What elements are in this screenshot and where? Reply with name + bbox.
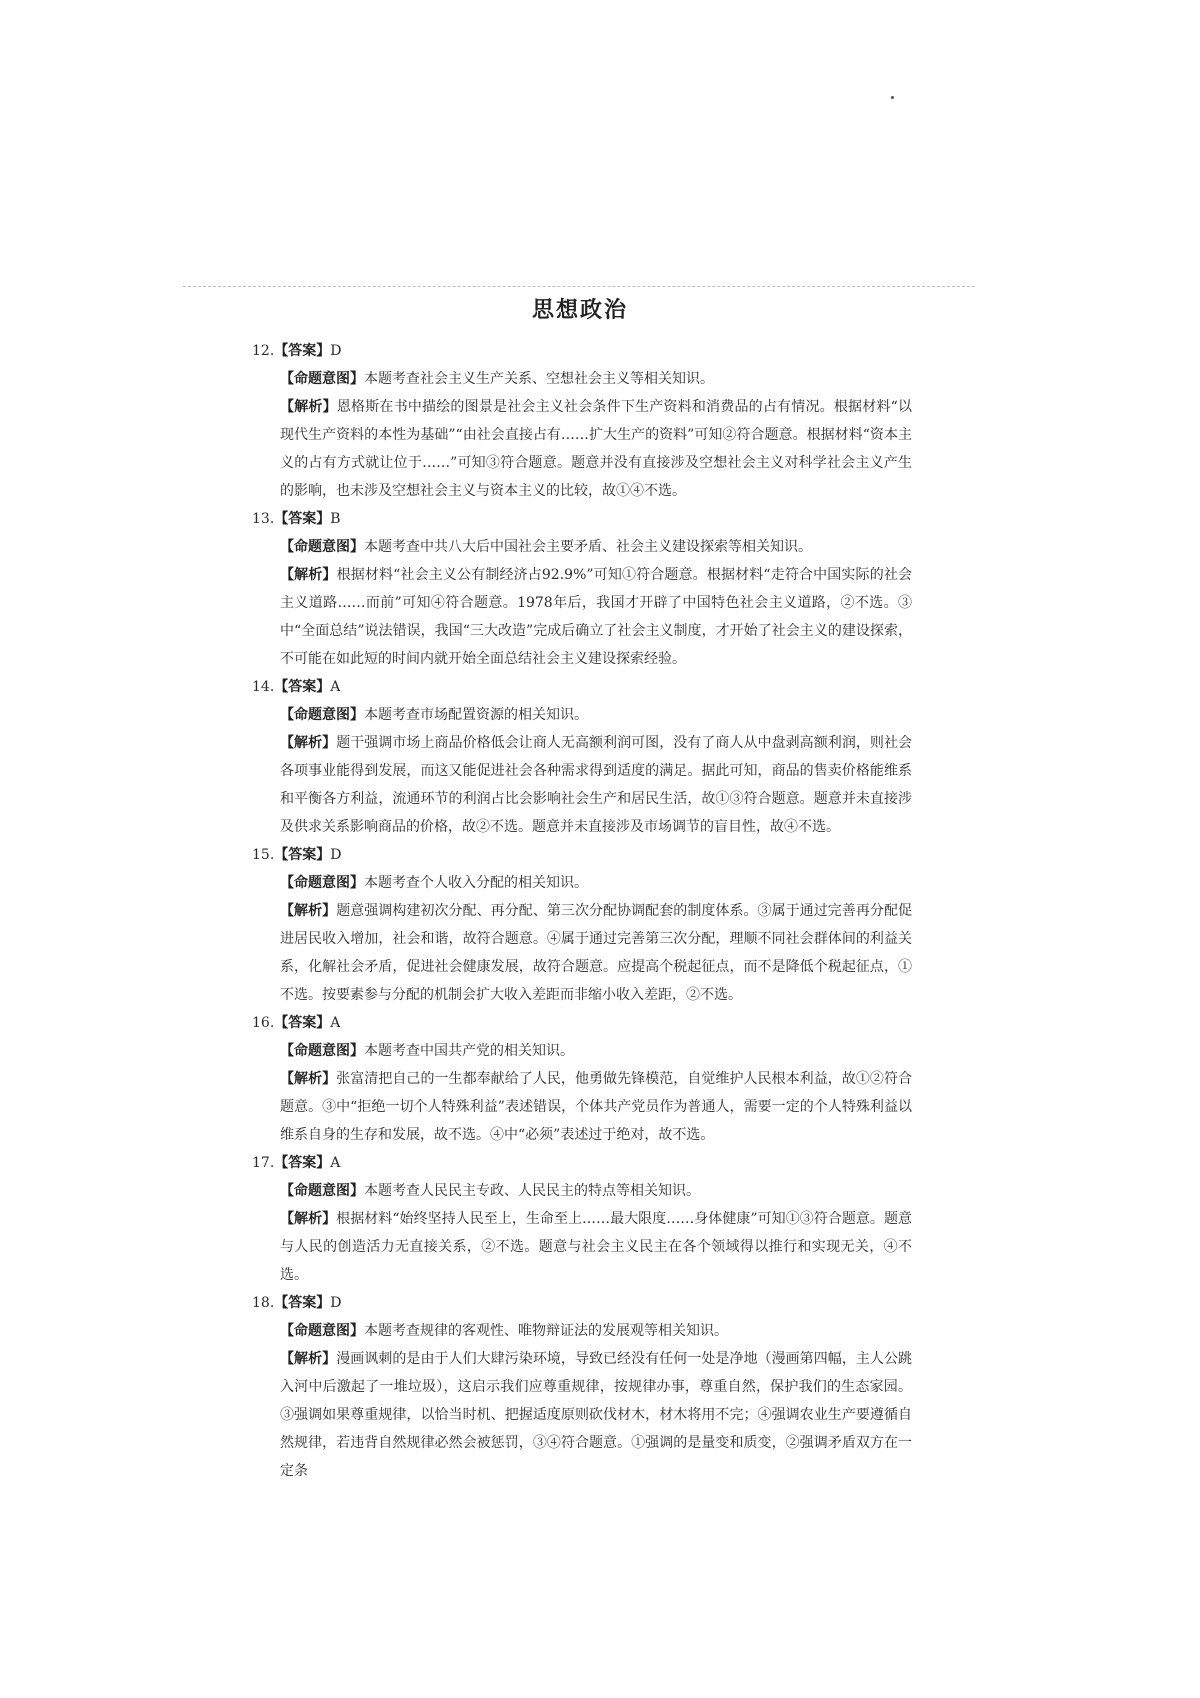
intent-label: 【命题意图】	[280, 1323, 364, 1339]
intent-text: 本题考查中共八大后中国社会主要矛盾、社会主义建设探索等相关知识。	[364, 539, 812, 555]
question-13	[252, 505, 912, 673]
header-divider	[183, 286, 975, 287]
question-18	[252, 1289, 912, 1485]
answer-line	[252, 673, 912, 701]
analysis-line	[280, 729, 912, 841]
question-14	[252, 673, 912, 841]
analysis-label: 【解析】	[280, 567, 337, 583]
intent-text: 本题考查中国共产党的相关知识。	[364, 1043, 574, 1059]
intent-line	[280, 1037, 912, 1065]
intent-line	[280, 869, 912, 897]
intent-text: 本题考查规律的客观性、唯物辩证法的发展观等相关知识。	[364, 1323, 728, 1339]
intent-text: 本题考查个人收入分配的相关知识。	[364, 875, 588, 891]
intent-line	[280, 533, 912, 561]
analysis-label: 【解析】	[280, 1071, 337, 1087]
analysis-label: 【解析】	[280, 1211, 337, 1227]
analysis-text: 题干强调市场上商品价格低会让商人无高额利润可图，没有了商人从中盘剥高额利润，则社会各项事业能得到发展，而这又能促进社会各种需求得到适度的满足。据此可知，商品的售卖价格能维系和平衡各方利益，流通环节的利润占比会影响社会生产和居民生活，故①③符合题意。题意并未直接涉及供求关系影响商品的价格，故②不选。题意并未直接涉及市场调节的盲目性，故④不选。	[280, 735, 913, 835]
analysis-line	[280, 393, 912, 505]
question-number: 13.	[252, 511, 275, 527]
question-number: 14.	[252, 679, 275, 695]
answer-value: A	[330, 1015, 341, 1031]
stray-mark	[891, 96, 894, 99]
question-number: 15.	[252, 847, 275, 863]
analysis-text: 张富清把自己的一生都奉献给了人民，他勇做先锋模范，自觉维护人民根本利益，故①②符合题意。③中“拒绝一切个人特殊利益”表述错误，个体共产党员作为普通人，需要一定的个人特殊利益以维系自身的生存和发展，故不选。④中“必须”表述过于绝对，故不选。	[280, 1071, 913, 1143]
answer-value: B	[330, 511, 341, 527]
analysis-text: 题意强调构建初次分配、再分配、第三次分配协调配套的制度体系。③属于通过完善再分配促进居民收入增加，社会和谐，故符合题意。④属于通过完善第三次分配，理顺不同社会群体间的利益关系，化解社会矛盾，促进社会健康发展，故符合题意。应提高个税起征点，而不是降低个税起征点，①不选。按要素参与分配的机制会扩大收入差距而非缩小收入差距，②不选。	[280, 903, 913, 1003]
answer-line	[252, 1149, 912, 1177]
page-title: 思想政治	[531, 298, 628, 323]
intent-line	[280, 701, 912, 729]
answer-value: D	[330, 1295, 342, 1311]
answer-label: 【答案】	[274, 679, 331, 695]
analysis-label: 【解析】	[280, 399, 337, 415]
analysis-label: 【解析】	[280, 735, 337, 751]
intent-text: 本题考查社会主义生产关系、空想社会主义等相关知识。	[364, 371, 714, 387]
answer-line	[252, 505, 912, 533]
question-number: 17.	[252, 1155, 275, 1171]
question-17	[252, 1149, 912, 1289]
question-16	[252, 1009, 912, 1149]
analysis-line	[280, 1205, 912, 1289]
answer-label: 【答案】	[274, 511, 331, 527]
answer-label: 【答案】	[274, 847, 331, 863]
answer-line	[252, 1009, 912, 1037]
question-12	[252, 337, 912, 505]
intent-label: 【命题意图】	[280, 1043, 364, 1059]
answer-explanations	[252, 337, 912, 1485]
analysis-line	[280, 897, 912, 1009]
answer-line	[252, 337, 912, 365]
question-number: 18.	[252, 1295, 275, 1311]
intent-label: 【命题意图】	[280, 707, 364, 723]
intent-line	[280, 1177, 912, 1205]
intent-line	[280, 1317, 912, 1345]
analysis-text: 漫画讽刺的是由于人们大肆污染环境，导致已经没有任何一处是净地（漫画第四幅，主人公跳入河中后激起了一堆垃圾），这启示我们应尊重规律，按规律办事，尊重自然，保护我们的生态家园。③强调如果尊重规律，以恰当时机、把握适度原则砍伐材木，材木将用不完；④强调农业生产要遵循自然规律，若违背自然规律必然会被惩罚，③④符合题意。①强调的是量变和质变，②强调矛盾双方在一定条	[280, 1351, 913, 1479]
answer-value: A	[330, 1155, 341, 1171]
answer-value: D	[330, 847, 342, 863]
intent-line	[280, 365, 912, 393]
question-15	[252, 841, 912, 1009]
answer-line	[252, 1289, 912, 1317]
answer-label: 【答案】	[274, 1155, 331, 1171]
analysis-text: 根据材料“始终坚持人民至上，生命至上……最大限度……身体健康”可知①③符合题意。题意与人民的创造活力无直接关系，②不选。题意与社会主义民主在各个领域得以推行和实现无关，④不选。	[280, 1211, 913, 1283]
analysis-text: 恩格斯在书中描绘的图景是社会主义社会条件下生产资料和消费品的占有情况。根据材料“以现代生产资料的本性为基础”“由社会直接占有……扩大生产的资料”可知②符合题意。根据材料“资本主义的占有方式就让位于……”可知③符合题意。题意并没有直接涉及空想社会主义对科学社会主义产生的影响，也未涉及空想社会主义与资本主义的比较，故①④不选。	[280, 399, 913, 499]
answer-value: D	[330, 343, 342, 359]
question-number: 16.	[252, 1015, 275, 1031]
answer-line	[252, 841, 912, 869]
question-number: 12.	[252, 343, 275, 359]
intent-label: 【命题意图】	[280, 539, 364, 555]
analysis-line	[280, 1345, 912, 1485]
answer-value: A	[330, 679, 341, 695]
analysis-text: 根据材料“社会主义公有制经济占92.9%”可知①符合题意。根据材料“走符合中国实际的社会主义道路……而前”可知④符合题意。1978年后，我国才开辟了中国特色社会主义道路，②不选。③中“全面总结”说法错误，我国“三大改造”完成后确立了社会主义制度，才开始了社会主义的建设探索，不可能在如此短的时间内就开始全面总结社会主义建设探索经验。	[280, 567, 912, 667]
analysis-line	[280, 1065, 912, 1149]
intent-text: 本题考查市场配置资源的相关知识。	[364, 707, 588, 723]
analysis-line	[280, 561, 912, 673]
intent-label: 【命题意图】	[280, 1183, 364, 1199]
analysis-label: 【解析】	[280, 1351, 337, 1367]
intent-text: 本题考查人民民主专政、人民民主的特点等相关知识。	[364, 1183, 700, 1199]
answer-label: 【答案】	[274, 1295, 331, 1311]
analysis-label: 【解析】	[280, 903, 337, 919]
intent-label: 【命题意图】	[280, 875, 364, 891]
answer-label: 【答案】	[274, 343, 331, 359]
intent-label: 【命题意图】	[280, 371, 364, 387]
answer-label: 【答案】	[274, 1015, 331, 1031]
